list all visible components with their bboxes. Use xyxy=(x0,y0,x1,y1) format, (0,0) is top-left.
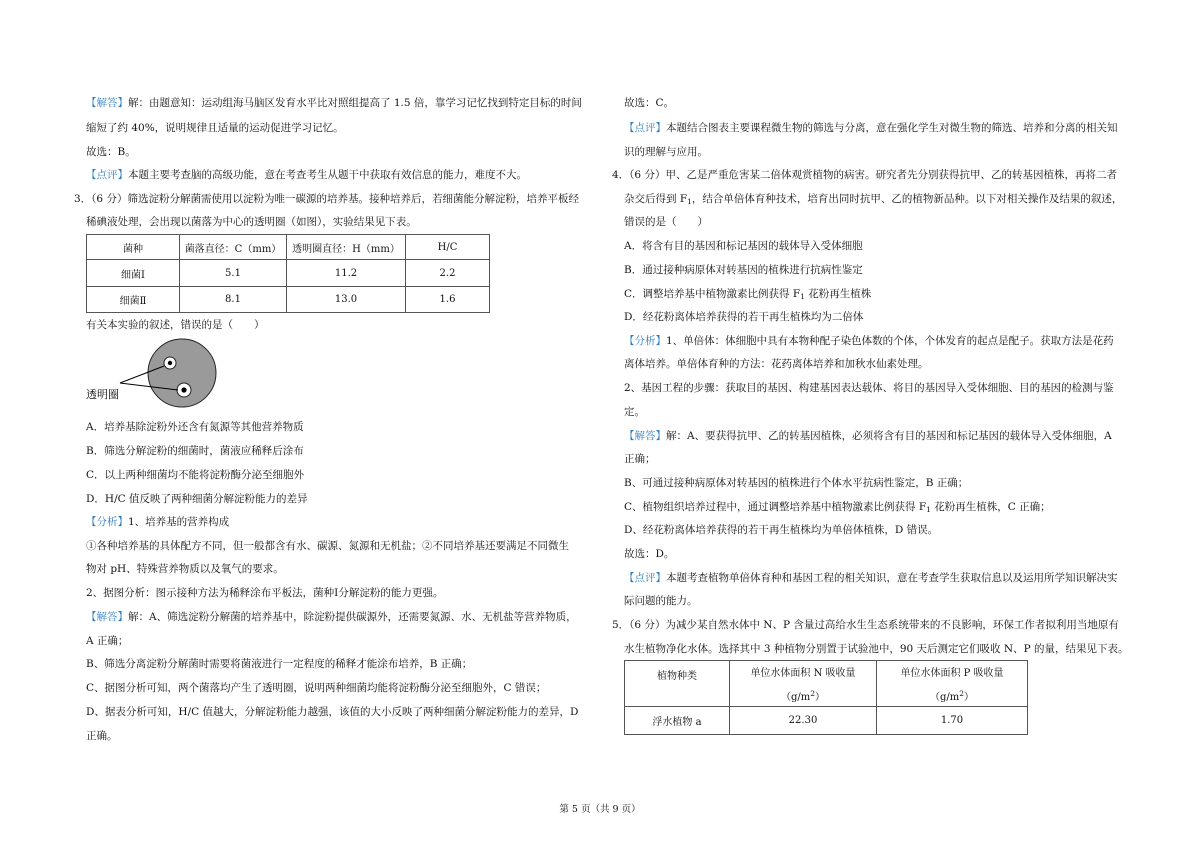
text-line: 缩短了约 40%，说明规律且适量的运动促进学习记忆。 xyxy=(86,122,344,134)
table-cell: 2.2 xyxy=(406,260,490,287)
colony-2 xyxy=(181,387,186,392)
text-line: B、筛选分离淀粉分解菌时需要将菌液进行一定程度的稀释才能涂布培养，B 正确； xyxy=(86,658,473,670)
table-row xyxy=(87,287,490,313)
text-line: 物对 pH、特殊营养物质以及氧气的要求。 xyxy=(86,563,284,575)
question-3-stem-cont: 稀碘液处理，会出现以菌落为中心的透明圈（如图），实验结果见下表。 xyxy=(86,216,417,228)
header-unit xyxy=(730,688,876,703)
table-cell: 浮水植物 a xyxy=(625,707,730,735)
analysis-paragraph xyxy=(624,334,1114,348)
question-3-stem: 3．（6 分）筛选淀粉分解菌需使用以淀粉为唯一碳源的培养基。接种培养后，若细菌能分解淀粉，培养平板经 xyxy=(74,193,579,205)
answer-text: 解：由题意知：运动组海马脑区发育水平比对照组提高了 1.5 倍，靠学习记忆找到特定目标的时间 xyxy=(128,97,582,109)
absorption-table xyxy=(624,660,1028,735)
option-d: D．经花粉离体培养获得的若干再生植株均为二倍体 xyxy=(624,311,864,323)
subscript: 1 xyxy=(800,292,805,301)
text-line: 2、基因工程的步骤：获取目的基因、构建基因表达载体、将目的基因导入受体细胞、目的基因的检测与鉴 xyxy=(624,382,1114,394)
table-row xyxy=(87,260,490,287)
comment-paragraph xyxy=(624,571,1118,585)
table-cell: 5.1 xyxy=(180,260,287,287)
table-cell: 细菌Ⅱ xyxy=(87,287,180,313)
comment-text: 本题主要考查脑的高级功能，意在考查考生从题干中获取有效信息的能力，难度不大。 xyxy=(128,169,527,181)
text-span: C、植物组织培养过程中，通过调整培养基中植物激素比例获得 F xyxy=(624,501,927,513)
text-line: 离体培养。单倍体育种的方法：花药离体培养和加秋水仙素处理。 xyxy=(624,358,929,370)
petri-dish-figure xyxy=(86,338,226,410)
text-span: 花粉再生植株 xyxy=(804,288,872,300)
answer-paragraph-q4 xyxy=(624,429,1112,443)
text-line: D、据表分析可知，H/C 值越大，分解淀粉能力越强，该值的大小反映了两种细菌分解淀粉能力的差异，D xyxy=(86,706,579,718)
comment-paragraph xyxy=(86,168,527,182)
page-footer: 第 5 页（共 9 页） xyxy=(559,804,641,815)
analysis-tag: 【分析】 xyxy=(624,335,666,347)
question-3-ask: 有关本实验的叙述，错误的是（ ） xyxy=(86,319,265,331)
table-row xyxy=(625,707,1028,735)
analysis-paragraph xyxy=(86,515,229,529)
superscript: 2 xyxy=(959,689,965,698)
text-line: 正确； xyxy=(624,453,656,465)
choice-result: 故选：D。 xyxy=(624,548,675,560)
analysis-tag: 【分析】 xyxy=(86,516,128,528)
option-a: A．培养基除淀粉外还含有氮源等其他营养物质 xyxy=(86,421,304,433)
table-header-cell: 植物种类 xyxy=(625,661,730,707)
text-span: 花粉再生植株，C 正确； xyxy=(930,501,1051,513)
table-cell: 13.0 xyxy=(287,287,406,313)
superscript: 2 xyxy=(810,689,816,698)
analysis-text: 1、单倍体：体细胞中具有本物种配子染色体数的个体，个体发育的起点是配子。获取方法是花药 xyxy=(666,335,1114,347)
text-span: 杂交后得到 F xyxy=(624,193,688,205)
question-5-stem: 5．（6 分）为减少某自然水体中 N、P 含量过高给水生生态系统带来的不良影响，环保工作者拟利用当地原有 xyxy=(612,619,1119,631)
header-line: 单位水体面积 P 吸收量 xyxy=(900,668,1004,679)
table-header-cell xyxy=(730,661,877,707)
answer-paragraph-q2 xyxy=(86,96,582,110)
answer-tag: 【解答】 xyxy=(86,97,128,109)
answer-tag: 【解答】 xyxy=(624,430,666,442)
choice-result: 故选：B。 xyxy=(86,146,136,158)
text-span: C．调整培养基中植物激素比例获得 F xyxy=(624,288,801,300)
text-line: C、据图分析可知，两个菌落均产生了透明圈，说明两种细菌均能将淀粉酶分泌至细胞外，C 错误； xyxy=(86,682,547,694)
text-span: （g/m xyxy=(780,692,811,703)
result-table xyxy=(86,234,490,313)
text-line: 识的理解与应用。 xyxy=(624,146,708,158)
text-span: ） xyxy=(815,692,826,703)
option-a: A．将含有目的基因和标记基因的载体导入受体细胞 xyxy=(624,240,863,252)
text-span: ） xyxy=(964,692,975,703)
text-span: ，结合单倍体育种技术，培育出同时抗甲、乙的植物新品种。以下对相关操作及结果的叙述， xyxy=(691,193,1123,205)
text-line: 正确。 xyxy=(86,730,118,742)
comment-text: 本题考查植物单倍体育种和基因工程的相关知识，意在考查学生获取信息以及运用所学知识解决实 xyxy=(666,572,1118,584)
comment-tag: 【点评】 xyxy=(624,572,666,584)
comment-text: 本题结合图表主要课程微生物的筛选与分离，意在强化学生对微生物的筛选、培养和分离的相关知 xyxy=(666,122,1118,134)
figure-label: 透明圈 xyxy=(86,388,119,401)
text-line: 定。 xyxy=(624,406,645,418)
table-header-cell: H/C xyxy=(406,235,490,260)
option-b: B．筛选分解淀粉的细菌时，菌液应稀释后涂布 xyxy=(86,445,304,457)
text-line: D、经花粉离体培养获得的若干再生植株均为单倍体植株，D 错误。 xyxy=(624,524,939,536)
header-unit xyxy=(877,688,1027,703)
table-header-cell: 透明圈直径：H（mm） xyxy=(287,235,406,260)
comment-tag: 【点评】 xyxy=(624,122,666,134)
table-header-cell xyxy=(877,661,1028,707)
answer-text: 解：A、筛选淀粉分解菌的培养基中，除淀粉提供碳源外，还需要氮源、水、无机盐等营养物质， xyxy=(128,611,577,623)
text-span: （g/m xyxy=(929,692,960,703)
question-4-stem-cont xyxy=(624,192,1122,209)
question-4-ask: 错误的是（ ） xyxy=(624,216,708,228)
table-cell: 1.70 xyxy=(877,707,1028,735)
option-c xyxy=(624,287,871,304)
subscript: 1 xyxy=(926,505,931,514)
comment-tag: 【点评】 xyxy=(86,169,128,181)
choice-result: 故选：C。 xyxy=(624,97,675,109)
table-header-cell: 菌种 xyxy=(87,235,180,260)
answer-tag: 【解答】 xyxy=(86,611,128,623)
table-cell: 8.1 xyxy=(180,287,287,313)
question-5-stem-cont: 水生植物净化水体。选择其中 3 种植物分别置于试验池中，90 天后测定它们吸收 N、P 的量，结果见下表。 xyxy=(624,643,1129,655)
colony-1 xyxy=(168,361,172,365)
text-line: 际问题的能力。 xyxy=(624,595,698,607)
table-cell: 1.6 xyxy=(406,287,490,313)
header-line: 单位水体面积 N 吸收量 xyxy=(750,668,856,679)
text-line: ①各种培养基的具体配方不同，但一般都含有水、碳源、氮源和无机盐；②不同培养基还要满足不同微生 xyxy=(86,540,569,552)
analysis-text: 1、培养基的营养构成 xyxy=(128,516,230,528)
option-d: D．H/C 值反映了两种细菌分解淀粉能力的差异 xyxy=(86,493,308,505)
table-cell: 22.30 xyxy=(730,707,877,735)
question-4-stem: 4．（6 分）甲、乙是严重危害某二倍体观赏植物的病害。研究者先分别获得抗甲、乙的转基因植株，再将二者 xyxy=(612,169,1117,181)
table-cell: 11.2 xyxy=(287,260,406,287)
text-line: B、可通过接种病原体对转基因的植株进行个体水平抗病性鉴定，B 正确； xyxy=(624,477,969,489)
subscript: 1 xyxy=(687,197,692,206)
text-line xyxy=(624,500,1051,517)
option-b: B．通过接种病原体对转基因的植株进行抗病性鉴定 xyxy=(624,264,863,276)
text-line: 2、据图分析：图示接种方法为稀释涂布平板法，菌种Ⅰ分解淀粉的能力更强。 xyxy=(86,587,444,599)
text-line: A 正确； xyxy=(86,635,129,647)
option-c: C．以上两种细菌均不能将淀粉酶分泌至细胞外 xyxy=(86,469,305,481)
table-cell: 细菌Ⅰ xyxy=(87,260,180,287)
answer-text: 解：A、要获得抗甲、乙的转基因植株，必须将含有目的基因和标记基因的载体导入受体细胞，A xyxy=(666,430,1112,442)
answer-paragraph-q3 xyxy=(86,610,577,624)
comment-paragraph xyxy=(624,121,1118,135)
table-header-cell: 菌落直径：C（mm） xyxy=(180,235,287,260)
